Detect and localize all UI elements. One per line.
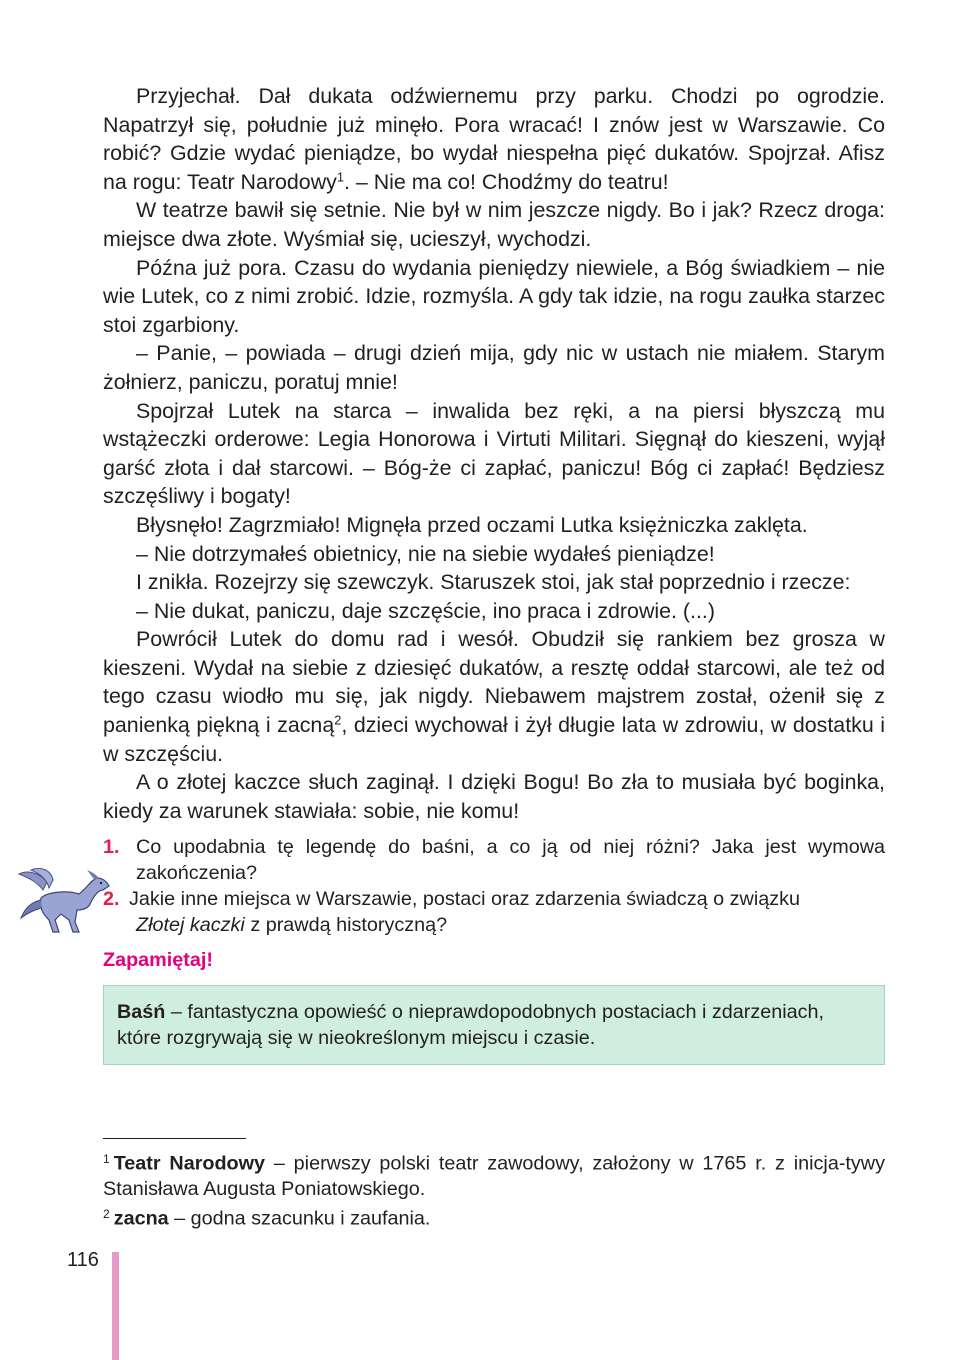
definition-text: – fantastyczna opowieść o nieprawdopodobnych postaciach i zdarzeniach, które rozgrywają się w nieokreślonym miejscu i czasie.	[117, 1001, 825, 1049]
paragraph-text: – Nie dukat, paniczu, daje szczęście, ino praca i zdrowie. (...)	[136, 598, 715, 623]
pegasus-icon	[17, 868, 113, 938]
question-text: Jakie inne miejsca w Warszawie, postaci oraz zdarzenia świadczą o związku	[129, 888, 800, 911]
story-paragraph	[103, 196, 885, 253]
footnote-text: – godna szacunku i zaufania.	[168, 1207, 431, 1230]
question-2	[103, 887, 885, 938]
footnote-mark: 1	[103, 1152, 110, 1166]
story-paragraph	[103, 254, 885, 340]
paragraph-text: Spojrzał Lutek na starca – inwalida bez ręki, a na piersi błyszczą mu wstążeczki orderowe: Legia Honorowa i Virtuti Militari. Sięgnął do kieszeni, wyjął garść złota i dał starcowi. – Bóg-że ci zapłać, paniczu! Bóg ci zapłać! Będziesz szczęśliwy i bogaty!	[103, 398, 885, 509]
book-title: Złotej kaczki	[136, 913, 245, 936]
paragraph-text: Powrócił Lutek do domu rad i wesół. Obudził się rankiem bez grosza w kieszeni. Wydał na siebie z dziesięć dukatów, a resztę oddał starcowi, ale też od tego czasu wiodło mu się, jak nigdy. Niebawem majstrem został, ożenił się z panienką piękną i zacną	[103, 627, 885, 738]
footnote-mark: 2	[103, 1206, 110, 1221]
story-paragraph	[103, 568, 885, 597]
question-text: Co upodabnia tę legendę do baśni, a co ją od niej różni? Jaka jest wymowa zakończenia?	[136, 836, 885, 884]
footnote-reference: 1	[336, 169, 344, 185]
question-text-end: z prawdą historyczną?	[244, 913, 448, 936]
footnotes	[103, 1147, 885, 1231]
page-number: 116	[67, 1249, 99, 1271]
paragraph-text: W teatrze bawił się setnie. Nie był w nim jeszcze nigdy. Bo i jak? Rzecz droga: miejsce dwa złote. Wyśmiał się, ucieszył, wychodzi.	[103, 198, 885, 251]
footnote-1	[103, 1147, 885, 1202]
story-paragraph	[103, 540, 885, 569]
story-paragraph	[103, 625, 885, 768]
paragraph-text-continued: , dzieci wychował i żył długie lata w zdrowiu, w dostatku i w szczęściu.	[103, 713, 885, 766]
footnote-term: zacna	[113, 1207, 169, 1230]
question-1	[103, 835, 885, 886]
paragraph-text-continued: . – Nie ma co! Chodźmy do teatru!	[344, 169, 669, 194]
story-paragraph	[103, 82, 885, 196]
story-paragraph	[103, 768, 885, 825]
footnote-2	[103, 1202, 885, 1232]
question-number: 1.	[103, 836, 120, 859]
footnote-rule	[103, 1138, 246, 1139]
question-number: 2.	[103, 888, 120, 911]
page-margin-bar	[112, 1252, 119, 1360]
story-paragraph	[103, 597, 885, 626]
paragraph-text: – Panie, – powiada – drugi dzień mija, gdy nic w ustach nie miałem. Starym żołnierz, paniczu, poratuj mnie!	[103, 341, 885, 394]
page-content	[103, 82, 885, 1065]
definition-box	[103, 985, 885, 1065]
story-paragraph	[103, 511, 885, 540]
footnote-text: – pierwszy polski teatr zawodowy, założony w 1765 r. z inicja-tywy Stanisława Augusta Poniatowskiego.	[103, 1152, 885, 1200]
paragraph-text: I znikła. Rozejrzy się szewczyk. Staruszek stoi, jak stał poprzednio i rzecze:	[136, 570, 851, 595]
story-paragraph	[103, 397, 885, 511]
paragraph-text: Późna już pora. Czasu do wydania pieniędzy niewiele, a Bóg świadkiem – nie wie Lutek, co z nimi zrobić. Idzie, rozmyśla. A gdy tak idzie, na rogu zaułka starzec stoi zgarbiony.	[103, 255, 885, 337]
footnote-reference: 2	[334, 712, 342, 728]
paragraph-text: Przyjechał. Dał dukata odźwiernemu przy parku. Chodzi po ogrodzie. Napatrzył się, południe już minęło. Pora wracać! I znów jest w Warszawie. Co robić? Gdzie wydać pieniądze, bo wydał niespełna pięć dukatów. Spojrzał. Afisz na rogu: Teatr Narodowy	[103, 84, 885, 194]
paragraph-text: Błysnęło! Zagrzmiało! Mignęła przed oczami Lutka księżniczka zaklęta.	[136, 512, 808, 537]
paragraph-text: – Nie dotrzymałeś obietnicy, nie na siebie wydałeś pieniądze!	[136, 541, 715, 566]
footnote-term: Teatr Narodowy	[113, 1152, 266, 1175]
remember-heading: Zapamiętaj!	[103, 949, 213, 972]
paragraph-text: A o złotej kaczce słuch zaginął. I dzięki Bogu! Bo zła to musiała być boginka, kiedy za warunek stawiała: sobie, nie komu!	[103, 770, 885, 823]
story-text	[103, 82, 885, 825]
story-paragraph	[103, 339, 885, 396]
definition-term: Baśń	[117, 1001, 166, 1024]
questions	[103, 835, 885, 938]
